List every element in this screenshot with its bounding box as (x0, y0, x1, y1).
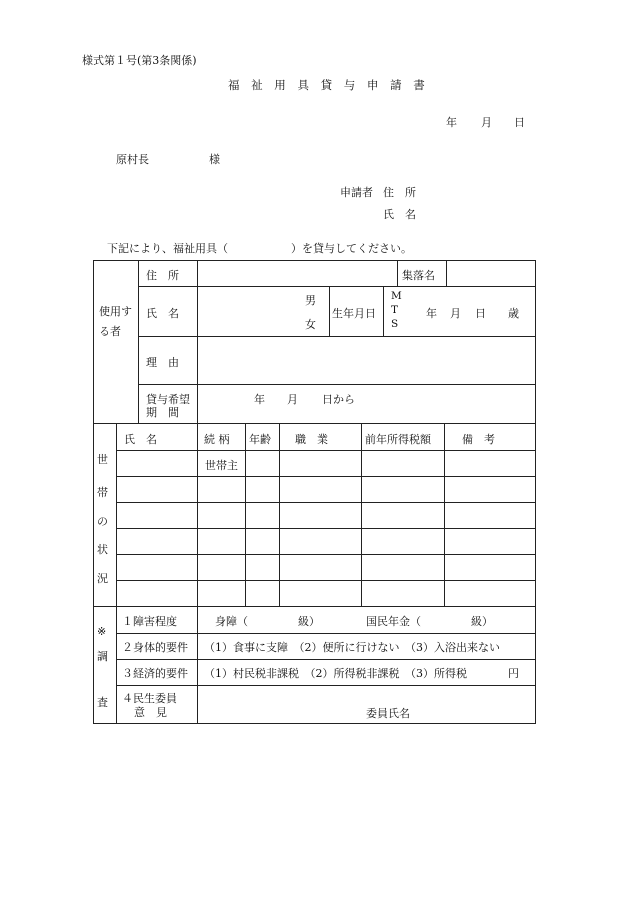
form-number: 様式第１号(第3条関係) (82, 54, 197, 67)
addressee-name: 原村長 (116, 153, 149, 166)
survey-row2-label: ２身体的要件 (122, 641, 188, 654)
period-label-line2: 期 間 (146, 406, 179, 419)
era-m-label: M (391, 290, 402, 302)
reason-label: 理 由 (146, 356, 179, 369)
date-day: 日 (514, 116, 525, 129)
pension-grade-open: 国民年金（ (366, 615, 421, 628)
commissioner-name-label: 委員氏名 (366, 707, 410, 720)
household-header-occupation: 職 業 (295, 433, 328, 446)
period-from-label: 日から (322, 393, 355, 406)
birth-month-label: 月 (450, 307, 461, 320)
household-header-name: 氏 名 (124, 433, 157, 446)
female-label: 女 (305, 318, 316, 331)
household-header-remarks: 備 考 (462, 433, 495, 446)
date-month: 月 (481, 116, 492, 129)
date-year: 年 (446, 116, 457, 129)
household-header-income-tax: 前年所得税額 (365, 433, 431, 446)
survey-label-char: 査 (97, 696, 108, 709)
intro-before: 下記により、福祉用具（ (107, 242, 228, 255)
era-t-label: T (391, 304, 399, 316)
birth-year-label: 年 (426, 307, 437, 320)
physical-requirement-options: （1）食事に支障 （2）便所に行けない （3）入浴出来ない (204, 641, 500, 654)
survey-row4-label-line2: 意 見 (134, 706, 167, 719)
era-s-label: S (391, 318, 399, 330)
household-label-char: 世 (97, 453, 108, 466)
disability-grade-open: 身障（ (215, 615, 248, 628)
applicant-address-label: 住 所 (383, 186, 416, 199)
intro-after: ）を貸与してください。 (291, 242, 412, 255)
male-label: 男 (305, 294, 316, 307)
household-header-relation: 続 柄 (204, 433, 230, 446)
birth-day-label: 日 (475, 307, 486, 320)
period-year-label: 年 (254, 393, 265, 406)
age-label: 歳 (508, 307, 519, 320)
addressee-honorific: 様 (209, 153, 220, 166)
birthdate-label: 生年月日 (332, 307, 376, 320)
household-header-age: 年齢 (249, 433, 271, 446)
user-section-label: 使用する者 (99, 305, 132, 338)
period-label-line1: 貸与希望 (146, 393, 190, 406)
household-label-char: 帯 (97, 486, 108, 499)
household-label-char: の (97, 515, 108, 528)
user-district-label: 集落名 (402, 269, 435, 282)
survey-label-char: ※ (97, 625, 107, 638)
household-label-char: 状 (97, 543, 108, 556)
head-of-household: 世帯主 (205, 459, 238, 472)
survey-row1-label: １障害程度 (122, 615, 177, 628)
economic-requirement-options: （1）村民税非課税 （2）所得税非課税 （3）所得税 (204, 667, 467, 680)
yen-unit: 円 (508, 667, 519, 680)
user-name-label: 氏 名 (146, 307, 179, 320)
applicant-name-label: 氏 名 (383, 208, 416, 221)
household-label-char: 況 (97, 572, 108, 585)
user-address-label: 住 所 (146, 269, 179, 282)
applicant-label: 申請者 (340, 186, 373, 199)
survey-row4-label-line1: ４民生委員 (122, 692, 177, 705)
survey-row3-label: ３経済的要件 (122, 667, 188, 680)
disability-grade-close: 級） (298, 615, 320, 628)
period-month-label: 月 (287, 393, 298, 406)
pension-grade-close: 級） (471, 615, 493, 628)
document-title: 福 祉 用 具 貸 与 申 請 書 (228, 78, 429, 92)
survey-label-char: 調 (97, 650, 108, 663)
